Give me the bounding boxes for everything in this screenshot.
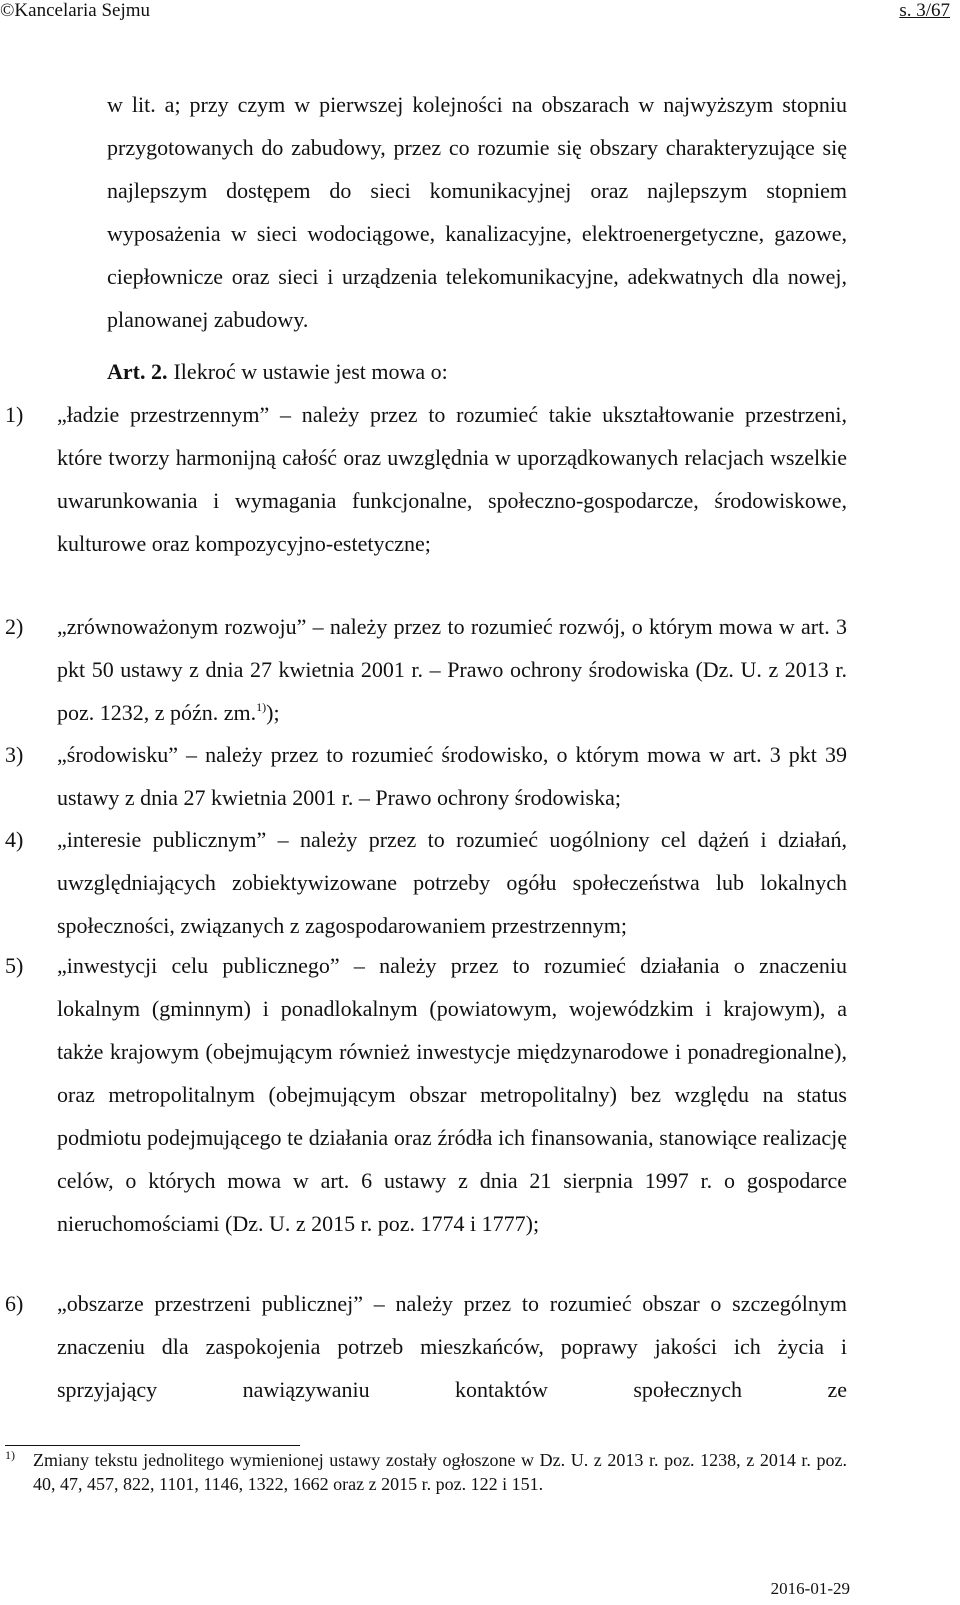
item-number-4: 4)	[5, 827, 24, 852]
item-text-3: „środowisku” – należy przez to rozumieć środowisko, o którym mowa w art. 3 pkt 39 ustawy z dnia 27 kwietnia 2001 r. – Prawo ochrony środowiska;	[57, 742, 847, 810]
continuation-paragraph: w lit. a; przy czym w pierwszej kolejności na obszarach w najwyższym stopniu przygotowanych do zabudowy, przez co rozumie się obszary charakteryzujące się najlepszym dostępem do sieci komunikacyjnej oraz najlepszym stopniem wyposażenia w sieci wodociągowe, kanalizacyjne, elektroenergetyczne, gazowe, ciepłownicze oraz sieci i urządzenia telekomunikacyjne, adekwatnych dla nowej, planowanej zabudowy.	[107, 92, 847, 332]
footnote-number: 1)	[5, 1448, 15, 1462]
item-text-1: „ładzie przestrzennym” – należy przez to rozumieć takie ukształtowanie przestrzeni, które tworzy harmonijną całość oraz uwzględnia w uporządkowanych relacjach wszelkie uwarunkowania i wymagania funkcjonalne, społeczno-gospodarcze, środowiskowe, kulturowe oraz kompozycyjno-estetyczne;	[57, 402, 847, 556]
footnote-separator	[5, 1445, 300, 1446]
footnote-text: Zmiany tekstu jednolitego wymienionej ustawy zostały ogłoszone w Dz. U. z 2013 r. poz. 1238, z 2014 r. poz. 40, 47, 457, 822, 1101, 1146, 1322, 1662 oraz z 2015 r. poz. 122 i 151.	[33, 1450, 847, 1494]
item-text-2: „zrównoważonym rozwoju” – należy przez to rozumieć rozwój, o którym mowa w art. 3 pkt 50 ustawy z dnia 27 kwietnia 2001 r. – Prawo ochrony środowiska (Dz. U. z 2013 r. poz. 1232, z późn. zm.$^{1)}$);	[57, 614, 847, 725]
item-number-6: 6)	[5, 1291, 24, 1316]
page-header	[0, 0, 960, 22]
item-text-4: „interesie publicznym” – należy przez to rozumieć uogólniony cel dążeń i działań, uwzględniających zobiektywizowane potrzeby ogółu społeczeństwa lub lokalnych społeczności, związanych z zagospodarowaniem przestrzennym;	[57, 827, 847, 938]
item-text-5: „inwestycji celu publicznego” – należy przez to rozumieć działania o znaczeniu lokalnym (gminnym) i ponadlokalnym (powiatowym, wojewódzkim i krajowym), a także krajowym (obejmującym również inwestycje międzynarodowe i ponadregionalne), oraz metropolitalnym (obejmującym obszar metropolitalny) bez względu na status podmiotu podejmującego te działania oraz źródła ich finansowania, stanowiące realizację celów, o których mowa w art. 6 ustawy z dnia 21 sierpnia 1997 r. o gospodarce nieruchomościami (Dz. U. z 2015 r. poz. 1774 i 1777);	[57, 953, 847, 1236]
item-number-3: 3)	[5, 742, 24, 767]
item-number-2: 2)	[5, 614, 24, 639]
article-intro: Ilekroć w ustawie jest mowa o:	[173, 359, 448, 384]
page-number: s. 3/67	[899, 0, 950, 21]
item-number-5: 5)	[5, 953, 24, 978]
article-label: Art. 2.	[107, 359, 168, 384]
footer-date: 2016-01-29	[770, 1579, 850, 1598]
item-text-6: „obszarze przestrzeni publicznej” – należy przez to rozumieć obszar o szczególnym znaczeniu dla zaspokojenia potrzeb mieszkańców, poprawy jakości ich życia i sprzyjający nawiązywaniu kontaktów społecznych ze	[57, 1291, 847, 1402]
article-heading	[107, 350, 448, 393]
header-left: ©Kancelaria Sejmu	[0, 0, 151, 21]
footnote-ref: 1)	[256, 700, 267, 714]
item-number-1: 1)	[5, 402, 24, 427]
